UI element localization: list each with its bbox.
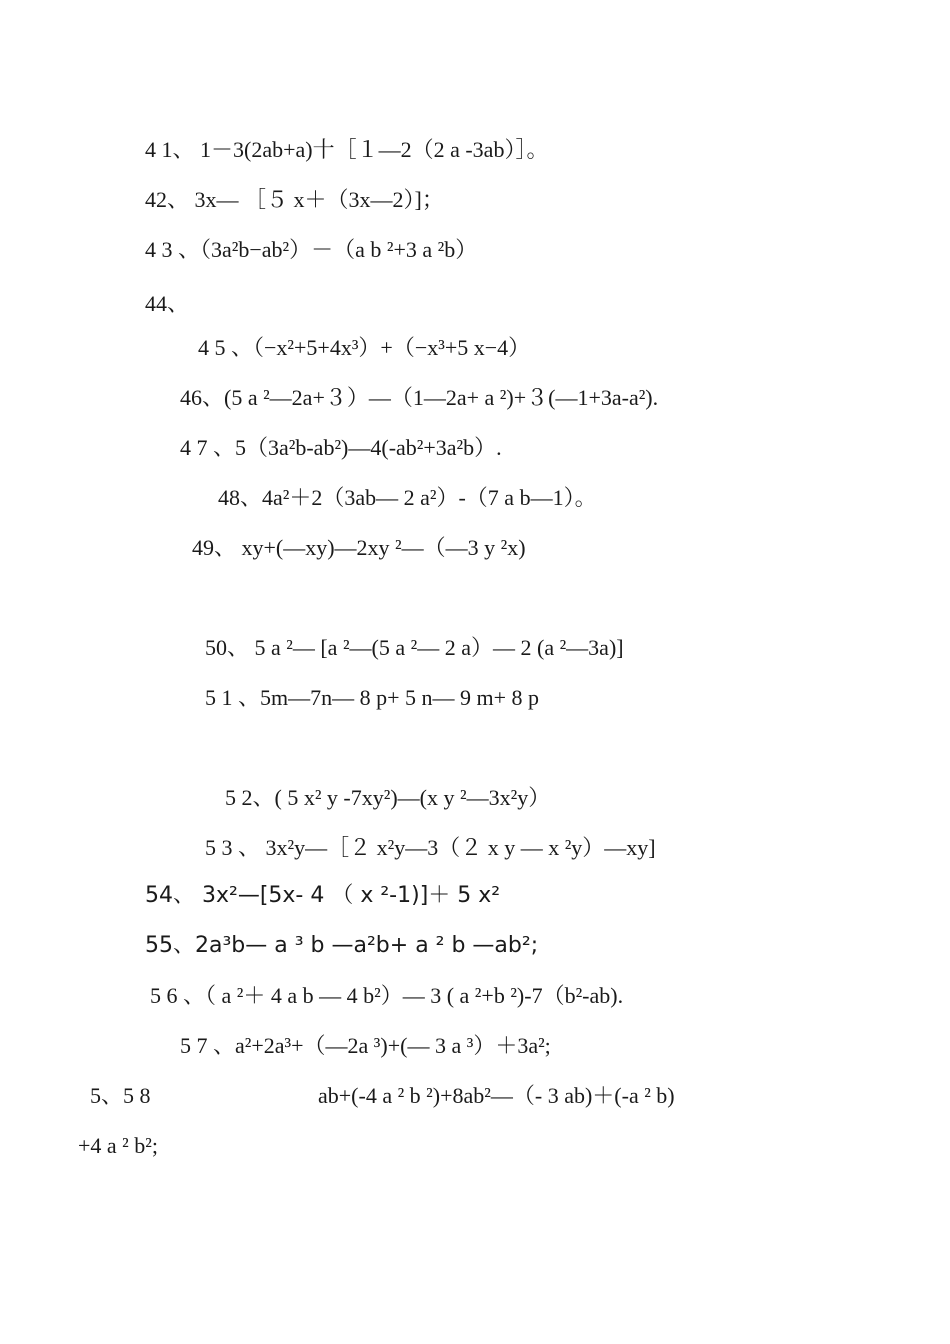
problem-43: 4 3 、（3a²b−ab²）－（a b ²+3 a ²b） xyxy=(145,237,478,262)
problem-50: 50、 5 a ²— [a ²—(5 a ²— 2 a）— 2 (a ²—3a)] xyxy=(205,635,624,660)
problem-58-expression: ab+(-4 a ² b ²)+8ab²—（- 3 ab)＋(-a ² b) xyxy=(318,1083,675,1108)
problem-46: 46、(5 a ²—2a+３）—（1—2a+ a ²)+３(—1+3a-a²). xyxy=(180,385,659,410)
problem-49: 49、 xy+(—xy)—2xy ²—（—3 y ²x) xyxy=(192,535,526,560)
problem-48: 48、4a²＋2（3ab— 2 a²）-（7 a b—1）。 xyxy=(218,485,597,510)
problem-56: 5 6 、（ a ²＋ 4 a b — 4 b²）— 3 ( a ²+b ²)-7（b²-ab). xyxy=(150,983,624,1008)
problem-57: 5 7 、a²+2a³+（—2a ³)+(— 3 a ³）＋3a²; xyxy=(180,1033,551,1058)
problem-54: 54、 3x²—[5x- 4 （ x ²-1)]＋ 5 x² xyxy=(145,883,501,908)
problem-58-continuation: +4 a ² b²; xyxy=(78,1133,158,1158)
problem-47: 4 7 、5（3a²b-ab²)—4(-ab²+3a²b）. xyxy=(180,435,502,460)
problem-45: 4 5 、（−x²+5+4x³）+（−x³+5 x−4） xyxy=(198,335,531,360)
problem-41: 4 1、 1－3(2ab+a)十［１—2（2 a -3ab）］。 xyxy=(145,137,549,162)
problem-51: 5 1 、5m—7n— 8 p+ 5 n— 9 m+ 8 p xyxy=(205,685,540,710)
problem-58-number: 5、5 8 xyxy=(90,1083,151,1108)
problem-52: 5 2、( 5 x² y -7xy²)—(x y ²—3x²y） xyxy=(225,785,551,810)
problem-53: 5 3 、 3x²y—［２ x²y—3（２ x y — x ²y）—xy] xyxy=(205,835,656,860)
problem-44: 44、 xyxy=(145,291,190,316)
problem-42: 42、 3x— ［５ x＋（3x—2）]； xyxy=(145,187,444,212)
problem-55: 55、2a³b— a ³ b —a²b+ a ² b —ab²; xyxy=(145,933,539,958)
